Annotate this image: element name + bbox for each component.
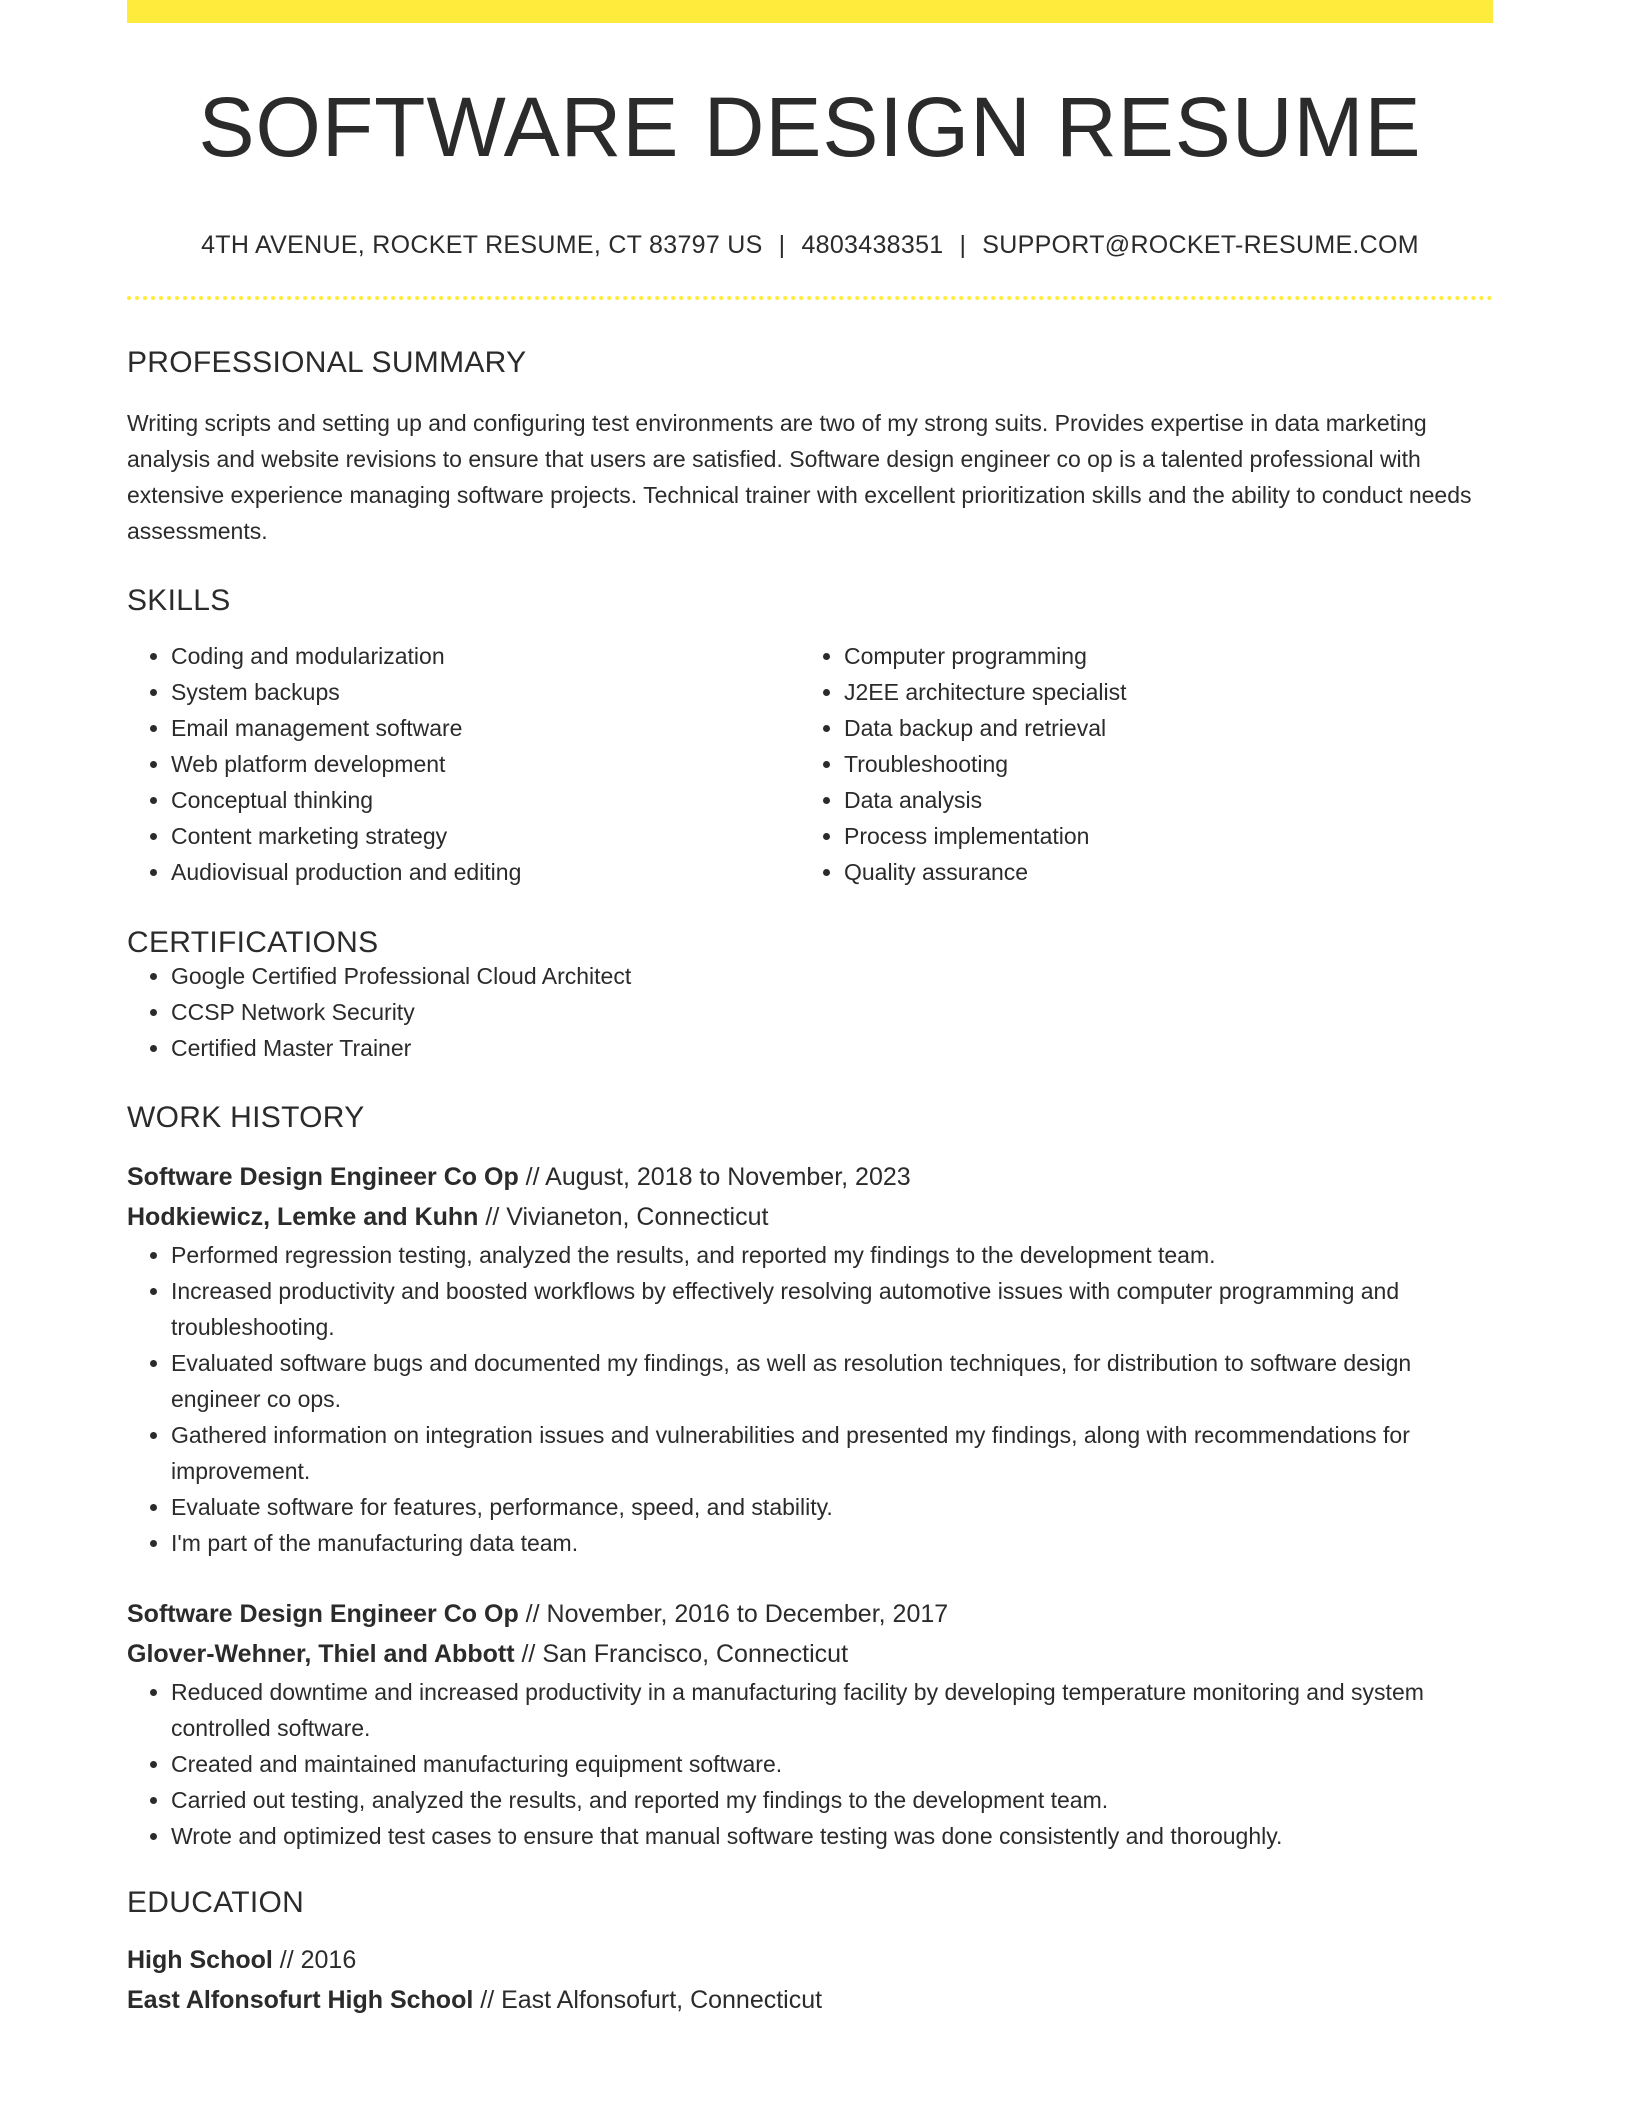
resume-title: SOFTWARE DESIGN RESUME [198,80,1422,174]
resume-page [127,0,1493,2020]
certifications-list [127,958,1493,1066]
skill-item: • Email management software [171,710,800,746]
skill-item: • Content marketing strategy [171,818,800,854]
contact-email: SUPPORT@ROCKET-RESUME.COM [982,231,1419,259]
job-company-line [127,1197,1493,1237]
job-dates: // November, 2016 to December, 2017 [518,1600,949,1628]
skills-columns [127,638,1493,890]
job-bullet: • Wrote and optimized test cases to ensure that manual software testing was done consistently and thoroughly. [171,1818,1493,1854]
skills-list-right [800,638,1473,890]
dotted-divider [127,296,1493,300]
education-year: // 2016 [272,1946,357,1974]
job-bullet: • Evaluate software for features, performance, speed, and stability. [171,1489,1493,1525]
skills-column-right [800,638,1473,890]
job-dates: // August, 2018 to November, 2023 [518,1163,911,1191]
job-entry [127,1594,1493,1854]
education-degree: High School [127,1946,273,1974]
job-role-line [127,1594,1493,1634]
summary-heading: PROFESSIONAL SUMMARY [127,346,527,379]
skills-heading: SKILLS [127,584,231,617]
certification-item: • Certified Master Trainer [171,1030,1493,1066]
certification-item: • CCSP Network Security [171,994,1493,1030]
skill-item: • System backups [171,674,800,710]
job-bullet: • I'm part of the manufacturing data team. [171,1525,1493,1561]
skill-item: • Computer programming [844,638,1473,674]
skills-column-left [127,638,800,890]
education-school: East Alfonsofurt High School [127,1986,474,2014]
job-company: Glover-Wehner, Thiel and Abbott [127,1640,515,1668]
skill-item: • Conceptual thinking [171,782,800,818]
job-bullet: • Increased productivity and boosted workflows by effectively resolving automotive issues with computer programming and troubleshooting. [171,1273,1493,1345]
education-heading: EDUCATION [127,1886,305,1919]
accent-bar [127,0,1493,23]
job-bullet: • Created and maintained manufacturing equipment software. [171,1746,1493,1782]
skill-item: • Data backup and retrieval [844,710,1473,746]
contact-address: 4TH AVENUE, ROCKET RESUME, CT 83797 US [201,231,763,259]
education-degree-line [127,1940,1493,1980]
skill-item: • Coding and modularization [171,638,800,674]
certification-item: • Google Certified Professional Cloud Architect [171,958,1493,994]
job-bullet: • Reduced downtime and increased productivity in a manufacturing facility by developing temperature monitoring and system controlled software. [171,1674,1493,1746]
skill-item: • Process implementation [844,818,1473,854]
contact-phone: 4803438351 [801,231,944,259]
skill-item: • Data analysis [844,782,1473,818]
education-location: // East Alfonsofurt, Connecticut [473,1986,823,2014]
job-bullet: • Evaluated software bugs and documented my findings, as well as resolution techniques, for distribution to software design engineer co ops. [171,1345,1493,1417]
work-history-heading: WORK HISTORY [127,1101,365,1134]
job-bullet: • Carried out testing, analyzed the results, and reported my findings to the development team. [171,1782,1493,1818]
job-role: Software Design Engineer Co Op [127,1163,519,1191]
skill-item: • Troubleshooting [844,746,1473,782]
contact-separator: | [959,231,967,259]
contact-separator: | [778,231,786,259]
contact-line [127,233,1493,258]
certifications-heading: CERTIFICATIONS [127,926,379,959]
job-company-line [127,1634,1493,1674]
skill-item: • J2EE architecture specialist [844,674,1473,710]
job-bullet: • Gathered information on integration issues and vulnerabilities and presented my findings, along with recommendations for improvement. [171,1417,1493,1489]
skill-item: • Quality assurance [844,854,1473,890]
skills-list-left [127,638,800,890]
job-company: Hodkiewicz, Lemke and Kuhn [127,1203,479,1231]
job-entry [127,1157,1493,1561]
education-entry [127,1940,1493,2020]
job-location: // Vivianeton, Connecticut [478,1203,769,1231]
skill-item: • Web platform development [171,746,800,782]
job-role-line [127,1157,1493,1197]
job-bullet: • Performed regression testing, analyzed the results, and reported my findings to the development team. [171,1237,1493,1273]
education-school-line [127,1980,1493,2020]
summary-text: Writing scripts and setting up and configuring test environments are two of my strong suits. Provides expertise in data marketing analysis and website revisions to ensure that users are satisfied. Software design engineer co op is a talented professional with extensive experience managing software projects. Technical trainer with excellent prioritization skills and the ability to conduct needs assessments. [127,410,1472,544]
job-role: Software Design Engineer Co Op [127,1600,519,1628]
job-bullets [127,1237,1493,1561]
job-bullets [127,1674,1493,1854]
job-location: // San Francisco, Connecticut [514,1640,849,1668]
skill-item: • Audiovisual production and editing [171,854,800,890]
